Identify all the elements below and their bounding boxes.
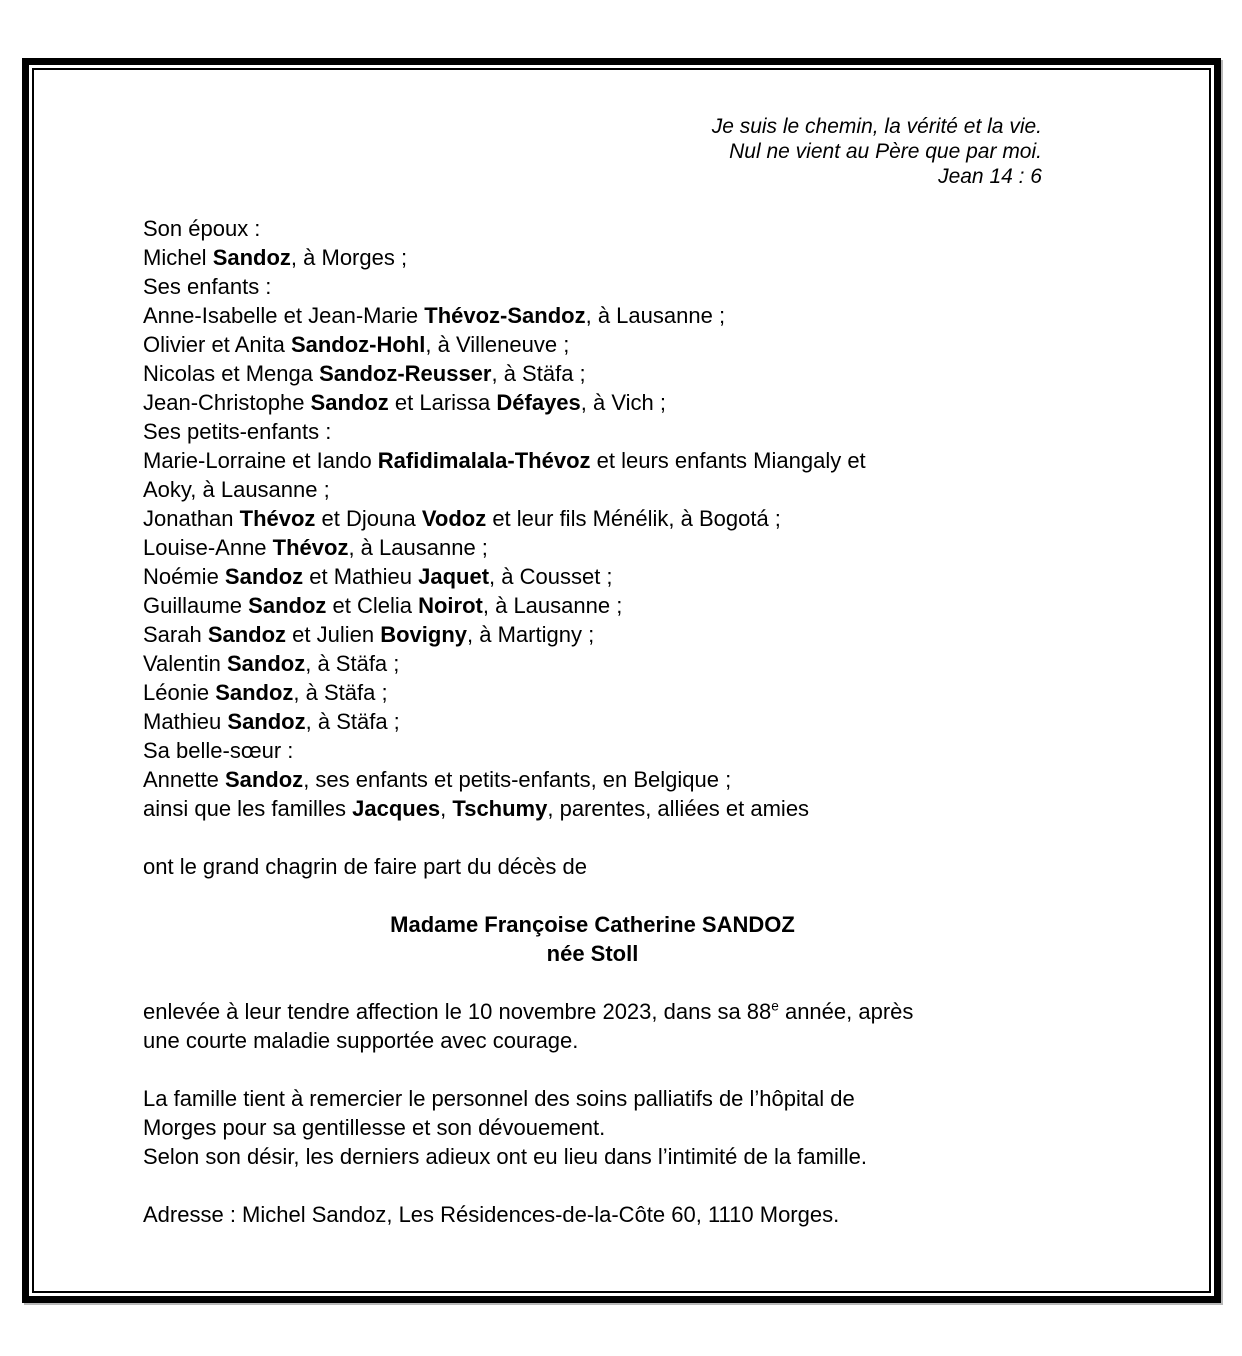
text-run: La famille tient à remercier le personnel des soins palliatifs de l’hôpital de bbox=[143, 1086, 855, 1111]
surname-bold: Vodoz bbox=[421, 506, 487, 531]
text-run: e bbox=[771, 998, 779, 1014]
surname-bold: Bovigny bbox=[380, 622, 468, 647]
text-run: Olivier et Anita bbox=[143, 332, 291, 357]
text-run: Mathieu bbox=[143, 709, 228, 734]
text-run: , à Lausanne ; bbox=[482, 593, 623, 618]
text-line bbox=[143, 562, 1042, 591]
text-run: , parentes, alliées et amies bbox=[547, 796, 810, 821]
surname-bold: Sandoz bbox=[224, 564, 304, 589]
text-run: Ses enfants : bbox=[143, 274, 272, 299]
surname-bold: Sandoz bbox=[248, 593, 327, 618]
text-run: et Mathieu bbox=[303, 564, 419, 589]
deceased-maiden-name: née Stoll bbox=[546, 941, 639, 966]
surname-bold: Jacques bbox=[352, 796, 441, 821]
surname-bold: Thévoz-Sandoz bbox=[424, 303, 586, 328]
surname-bold: Sandoz bbox=[227, 709, 306, 734]
surname-bold: Sandoz bbox=[207, 622, 287, 647]
text-run: et leur fils Ménélik, à Bogotá ; bbox=[486, 506, 781, 531]
blank-line bbox=[143, 1171, 1042, 1200]
text-line bbox=[143, 997, 1042, 1026]
text-run: Louise-Anne bbox=[143, 535, 273, 560]
text-run: et leurs enfants Miangaly et bbox=[590, 448, 866, 473]
text-run: Annette bbox=[143, 767, 225, 792]
text-line bbox=[143, 1142, 1042, 1171]
blank-line bbox=[143, 1055, 1042, 1084]
text-line bbox=[143, 649, 1042, 678]
text-line bbox=[143, 446, 1042, 475]
page-border-frame bbox=[22, 58, 1221, 1303]
text-line bbox=[143, 794, 1042, 823]
surname-bold: Tschumy bbox=[452, 796, 548, 821]
text-run: , bbox=[440, 796, 453, 821]
text-line bbox=[143, 243, 1042, 272]
surname-bold: Thévoz bbox=[239, 506, 316, 531]
surname-bold: Jaquet bbox=[418, 564, 490, 589]
blank-line bbox=[143, 823, 1042, 852]
text-line bbox=[143, 707, 1042, 736]
text-line bbox=[143, 1084, 1042, 1113]
text-line bbox=[143, 1026, 1042, 1055]
thanks-paragraph bbox=[143, 1084, 1042, 1171]
family-list bbox=[143, 214, 1042, 823]
surname-bold: Sandoz bbox=[215, 680, 294, 705]
page-border-inner-line bbox=[32, 68, 1211, 1293]
surname-bold: Sandoz bbox=[224, 767, 304, 792]
text-line bbox=[143, 533, 1042, 562]
text-line bbox=[143, 678, 1042, 707]
announcement bbox=[143, 852, 1042, 881]
text-run: , à Stäfa ; bbox=[293, 680, 388, 705]
address-line bbox=[143, 1200, 1042, 1229]
text-run: Sarah bbox=[143, 622, 208, 647]
surname-bold: Sandoz bbox=[226, 651, 306, 676]
text-run: Jean-Christophe bbox=[143, 390, 311, 415]
text-run: Morges pour sa gentillesse et son dévouement. bbox=[143, 1115, 606, 1140]
text-line bbox=[143, 417, 1042, 446]
text-run: Guillaume bbox=[143, 593, 249, 618]
text-line bbox=[143, 272, 1042, 301]
epigraph-line: Nul ne vient au Père que par moi. bbox=[729, 140, 1042, 163]
text-line bbox=[143, 620, 1042, 649]
text-line bbox=[143, 765, 1042, 794]
surname-bold: Sandoz-Reusser bbox=[319, 361, 492, 386]
epigraph-reference: Jean 14 : 6 bbox=[938, 165, 1042, 188]
text-line bbox=[143, 301, 1042, 330]
surname-bold: Thévoz bbox=[272, 535, 349, 560]
text-run: Michel bbox=[143, 245, 213, 270]
text-run: et Larissa bbox=[388, 390, 497, 415]
text-line bbox=[143, 214, 1042, 243]
epigraph bbox=[143, 114, 1042, 189]
text-run: , à Stäfa ; bbox=[305, 651, 400, 676]
text-run: enlevée à leur tendre affection le 10 novembre 2023, dans sa 88 bbox=[143, 999, 772, 1024]
text-run: et Djouna bbox=[315, 506, 422, 531]
text-run: , à Villeneuve ; bbox=[425, 332, 570, 357]
text-run: Aoky, à Lausanne ; bbox=[143, 477, 330, 502]
text-run: ainsi que les familles bbox=[143, 796, 353, 821]
surname-bold: Noirot bbox=[418, 593, 483, 618]
text-run: , à Stäfa ; bbox=[305, 709, 400, 734]
text-run: et Clelia bbox=[326, 593, 419, 618]
text-run: une courte maladie supportée avec courage. bbox=[143, 1028, 579, 1053]
text-line bbox=[143, 359, 1042, 388]
text-run: Nicolas et Menga bbox=[143, 361, 320, 386]
text-run: Adresse : Michel Sandoz, Les Résidences-de-la-Côte 60, 1110 Morges. bbox=[143, 1202, 840, 1227]
text-run: Noémie bbox=[143, 564, 225, 589]
deceased-name-block bbox=[143, 910, 1042, 968]
deceased-name: Madame Françoise Catherine SANDOZ bbox=[390, 912, 795, 937]
text-line bbox=[143, 388, 1042, 417]
surname-bold: Sandoz bbox=[310, 390, 389, 415]
text-run: Anne-Isabelle et Jean-Marie bbox=[143, 303, 425, 328]
text-run: Sa belle-sœur : bbox=[143, 738, 294, 763]
text-run: ont le grand chagrin de faire part du décès de bbox=[143, 854, 587, 879]
surname-bold: Rafidimalala-Thévoz bbox=[377, 448, 591, 473]
text-line bbox=[143, 330, 1042, 359]
text-run: Selon son désir, les derniers adieux ont eu lieu dans l’intimité de la famille. bbox=[143, 1144, 867, 1169]
death-notice bbox=[143, 997, 1042, 1055]
blank-line bbox=[143, 968, 1042, 997]
text-line bbox=[143, 504, 1042, 533]
text-run: , à Lausanne ; bbox=[585, 303, 726, 328]
surname-bold: Sandoz-Hohl bbox=[290, 332, 426, 357]
text-line bbox=[143, 1113, 1042, 1142]
surname-bold: Sandoz bbox=[212, 245, 291, 270]
text-run: Jonathan bbox=[143, 506, 240, 531]
text-run: , ses enfants et petits-enfants, en Belgique ; bbox=[303, 767, 732, 792]
text-run: Marie-Lorraine et Iando bbox=[143, 448, 378, 473]
text-run: , à Morges ; bbox=[290, 245, 408, 270]
obituary-content bbox=[34, 70, 1209, 1229]
text-line bbox=[143, 1200, 1042, 1229]
text-run: , à Cousset ; bbox=[489, 564, 613, 589]
text-run: Ses petits-enfants : bbox=[143, 419, 332, 444]
text-line bbox=[143, 736, 1042, 765]
blank-line bbox=[143, 881, 1042, 910]
epigraph-line: Je suis le chemin, la vérité et la vie. bbox=[711, 115, 1042, 138]
text-run: Léonie bbox=[143, 680, 216, 705]
text-run: Valentin bbox=[143, 651, 227, 676]
text-run: , à Stäfa ; bbox=[491, 361, 586, 386]
surname-bold: Défayes bbox=[496, 390, 581, 415]
text-run: et Julien bbox=[286, 622, 381, 647]
text-run: année, après bbox=[778, 999, 914, 1024]
text-run: , à Vich ; bbox=[580, 390, 666, 415]
text-line bbox=[143, 475, 1042, 504]
text-run: , à Lausanne ; bbox=[348, 535, 488, 560]
text-line bbox=[143, 852, 1042, 881]
text-run: , à Martigny ; bbox=[467, 622, 595, 647]
text-run: Son époux : bbox=[143, 216, 261, 241]
text-line bbox=[143, 591, 1042, 620]
